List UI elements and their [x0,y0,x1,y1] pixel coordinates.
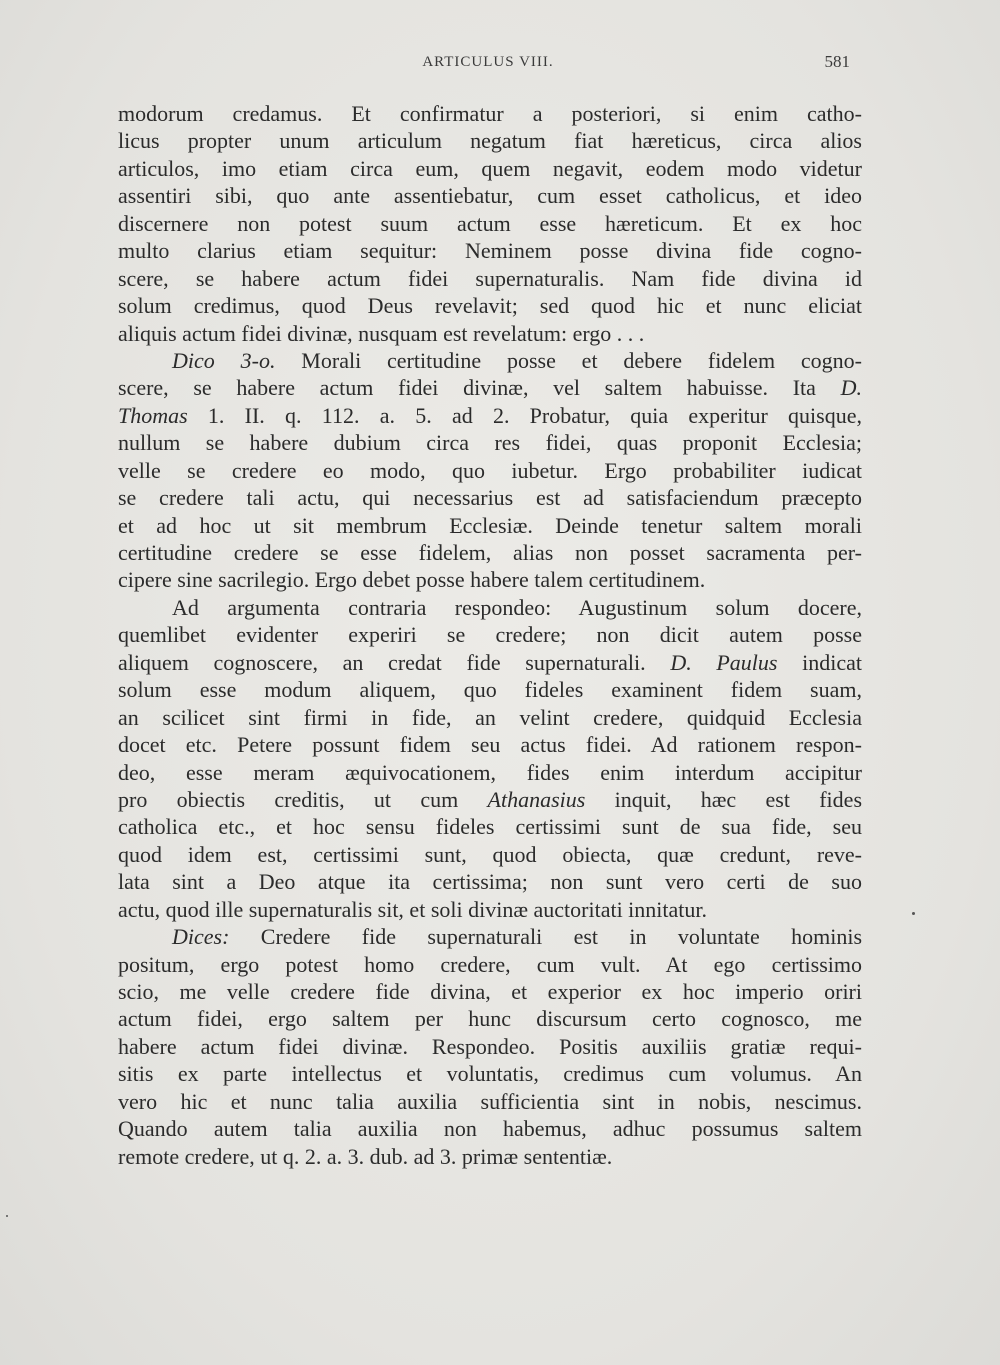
text-line: docet etc. Petere possunt fidem seu actus fidei. Ad rationem respon- [118,732,862,758]
text-line: aliquis actum fidei divinæ, nusquam est revelatum: ergo . . . [118,320,645,346]
italic-run: Dico 3-o. [172,347,276,373]
text-line: an scilicet sint firmi in fide, an velint credere, quidquid Ecclesia [118,704,862,730]
italic-run: Dices: [172,924,230,950]
text-line: solum credimus, quod Deus revelavit; sed quod hic et nunc eliciat [118,293,862,319]
text-run: pro obiectis creditis, ut cum [118,786,488,812]
text-line: actum fidei, ergo saltem per hunc discursum certo cognosco, me [118,1006,862,1032]
text-line: modorum credamus. Et confirmatur a posteriori, si enim catho- [118,101,862,126]
running-title: ARTICULUS VIII. [422,54,554,70]
text-line: sitis ex parte intellectus et voluntatis, credimus cum volumus. An [118,1061,862,1087]
text-run: inquit, hæc est fides [585,786,862,812]
text-line: multo clarius etiam sequitur: Neminem posse divina fide cogno- [118,238,862,264]
text-line: Ad argumenta contraria respondeo: Augustinum solum docere, [172,594,862,620]
paper-speck [6,1215,8,1217]
text-line [118,347,862,374]
text-line: positum, ergo potest homo credere, cum vult. At ego certissimo [118,951,862,977]
text-line: actu, quod ille supernaturalis sit, et soli divinæ auctoritati innitatur. [118,896,708,922]
italic-run: D. Paulus [670,649,778,675]
italic-run: D. [840,375,862,401]
text-line: quod idem est, certissimi sunt, quod obiecta, quæ credunt, reve- [118,841,862,867]
text-line: quemlibet evidenter experiri se credere; non dicit autem posse [118,622,862,648]
text-line: lata sint a Deo atque ita certissima; non sunt vero certi de suo [118,869,862,895]
text-line: deo, esse meram æquivocationem, fides enim interdum accipitur [118,759,862,785]
text-line [118,786,862,813]
text-line: certitudine credere se esse fidelem, alias non posset sacramenta per- [118,540,862,565]
text-line: remote credere, ut q. 2. a. 3. dub. ad 3. primæ sententiæ. [118,1143,613,1169]
text-line [118,402,862,429]
text-line: nullum se habere dubium circa res fidei, quas proponit Ecclesia; [118,430,862,456]
text-run: Morali certitudine posse et debere fidelem cogno- [275,347,863,373]
italic-run: Athanasius [487,786,586,812]
text-line: catholica etc., et hoc sensu fideles certissimi sunt de sua fide, seu [118,814,862,840]
text-line [118,923,862,950]
text-line: Quando autem talia auxilia non habemus, adhuc possumus saltem [118,1116,862,1142]
text-line: se credere tali actu, qui necessarius est ad satisfaciendum præcepto [118,485,862,511]
text-line: licus propter unum articulum negatum fiat hæreticus, circa alios [118,128,862,154]
text-line: habere actum fidei divinæ. Respondeo. Positis auxiliis gratiæ requi- [118,1033,862,1059]
text-line [118,649,862,676]
italic-run: Thomas [118,402,188,428]
paper-speck [912,912,915,915]
text-line: scio, me velle credere fide divina, et experior ex hoc imperio oriri [118,979,862,1004]
text-line: articulos, imo etiam circa eum, quem negavit, eodem modo videtur [118,155,862,181]
text-line: assentiri sibi, quo ante assentiebatur, cum esset catholicus, et ideo [118,183,862,209]
text-run: aliquem cognoscere, an credat fide supernaturali. [118,649,671,675]
text-line: vero hic et nunc talia auxilia sufficientia sint in nobis, nescimus. [118,1088,862,1114]
text-line: et ad hoc ut sit membrum Ecclesiæ. Deinde tenetur saltem morali [118,512,862,538]
text-run: Credere fide supernaturali est in voluntate hominis [229,924,862,950]
text-line: velle se credere eo modo, quo iubetur. Ergo probabiliter iudicat [118,457,862,483]
text-line: scere, se habere actum fidei supernaturalis. Nam fide divina id [118,265,862,291]
body-text [118,100,862,1170]
running-header [118,52,858,76]
text-line: discernere non potest suum actum esse hæreticum. Et ex hoc [118,210,862,236]
text-run: scere, se habere actum fidei divinæ, vel saltem habuisse. Ita [118,375,841,401]
text-run: 1. II. q. 112. a. 5. ad 2. Probatur, quia experitur quisque, [187,402,862,428]
page-number: 581 [824,52,850,71]
text-line: solum esse modum aliquem, quo fideles examinent fidem suam, [118,677,862,703]
text-line [118,374,862,401]
text-line: cipere sine sacrilegio. Ergo debet posse habere talem certitudinem. [118,567,706,593]
text-run: indicat [777,649,863,675]
